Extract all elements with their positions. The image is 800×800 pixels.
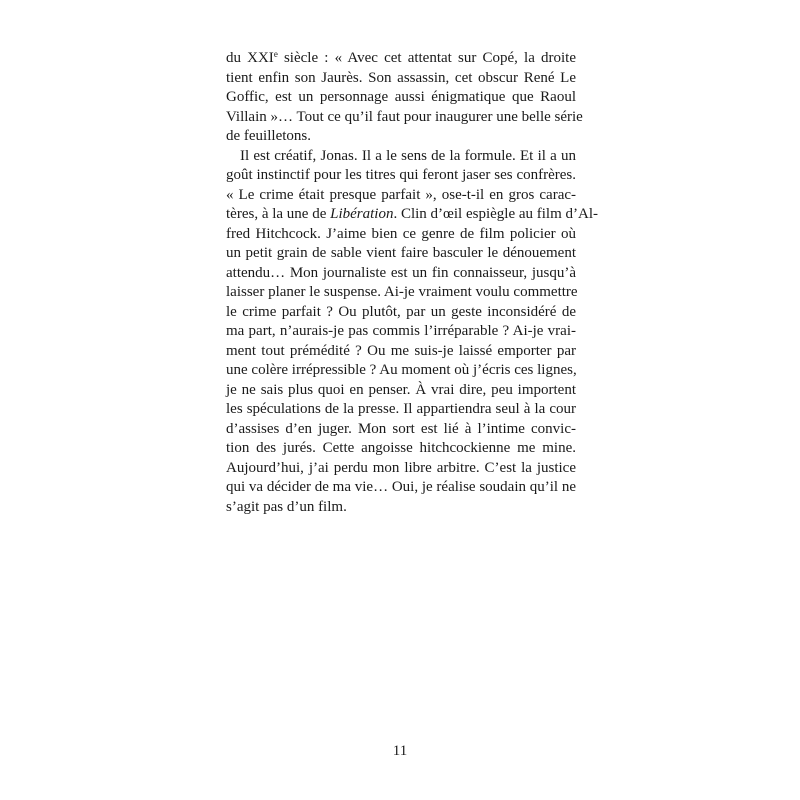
text-line: qui va décider de ma vie… Oui, je réalise soudain qu’il ne (226, 479, 576, 495)
text-line: une colère irrépressible ? Au moment où j’écris ces lignes, (226, 362, 577, 378)
text-line: Il est créatif, Jonas. Il a le sens de la formule. Et il a un (240, 147, 576, 164)
text-line: ma part, n’aurais-je pas commis l’irréparable ? Ai-je vrai- (226, 323, 576, 339)
text-line: je ne sais plus quoi en penser. À vrai dire, peu importent (226, 381, 576, 398)
text-line: s’agit pas d’un film. (226, 498, 347, 515)
text-line: d’assises d’en juger. Mon sort est lié à l’intime convic- (226, 420, 576, 437)
text-line: de feuilletons. (226, 128, 311, 144)
text-line: tient enfin son Jaurès. Son assassin, cet obscur René Le (226, 69, 576, 86)
text-line: les spéculations de la presse. Il appartiendra seul à la cour (226, 401, 576, 417)
newspaper-title: Libération (330, 206, 394, 222)
text-line: Villain »… Tout ce qu’il faut pour inaugurer une belle série (226, 108, 583, 125)
text-line: fred Hitchcock. J’aime bien ce genre de film policier où (226, 225, 576, 242)
text-line: goût instinctif pour les titres qui feront jaser ses confrères. (226, 167, 576, 183)
text-line: ment tout prémédité ? Ou me suis-je laissé emporter par (226, 342, 576, 359)
text-line: Aujourd’hui, j’ai perdu mon libre arbitre. C’est la justice (226, 459, 576, 476)
text-line: tion des jurés. Cette angoisse hitchcockienne me mine. (226, 440, 576, 456)
text-line: du XXIe siècle : « Avec cet attentat sur Copé, la droite (226, 49, 576, 66)
text-line: tères, à la une de Libération. Clin d’œil espiègle au film d’Al- (226, 206, 599, 222)
superscript: e (273, 49, 278, 59)
text-line: laisser planer le suspense. Ai-je vraiment voulu commettre (226, 284, 578, 300)
text-line: le crime parfait ? Ou plutôt, par un geste inconsidéré de (226, 303, 576, 320)
text-line: « Le crime était presque parfait », ose-t-il en gros carac- (226, 186, 576, 203)
text-line: attendu… Mon journaliste est un fin connaisseur, jusqu’à (226, 264, 576, 281)
text-line: Goffic, est un personnage aussi énigmatique que Raoul (226, 89, 576, 105)
page-number: 11 (392, 743, 408, 759)
text-line: un petit grain de sable vient faire basculer le dénouement (226, 245, 576, 261)
body-text (226, 49, 599, 517)
